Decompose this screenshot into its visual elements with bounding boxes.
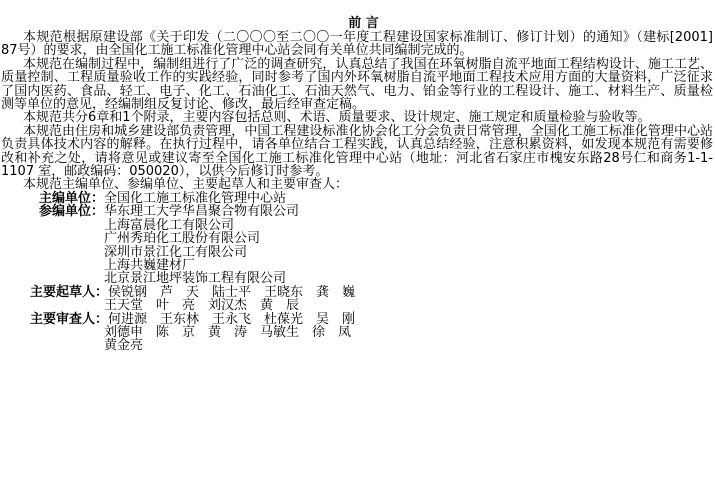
reviewers-names: 刘德申 陈 京 黄 涛 马敏生 徐 凤	[104, 324, 352, 340]
participating-unit-row	[0, 246, 715, 259]
participating-unit: 上海共巍建材厂	[104, 257, 196, 273]
reviewers-label: 主要审查人：	[29, 311, 108, 327]
paragraph-units-intro: 本规范主编单位、参编单位、主要起草人和主要审查人：	[23, 177, 349, 193]
participating-units-label: 参编单位：	[38, 204, 104, 220]
participating-unit: 北京景江地坪装饰工程有限公司	[104, 271, 287, 287]
participating-unit-row	[0, 232, 715, 245]
participating-unit: 华东理工大学华昌聚合物有限公司	[104, 204, 300, 220]
drafters-names: 侯锐钢 芦 天 陆士平 王晓东 龚 巍	[108, 284, 356, 300]
page-title: 前 言	[348, 16, 379, 31]
paragraph-management: 本规范由住房和城乡建设部负责管理，中国工程建设标准化协会化工分会负责日常管理，全国化工施工标准化管理中心站负责具体技术内容的解释。在执行过程中，请各单位结合工程实践，认真总结经验，注意积累资料，如发现本规范有需要修改和补充之处，请将意见或建议寄至全国化工施工标准化管理中心站（地址：河北省石家庄市槐安东路28号仁和商务1-1-1107 室，邮政编码：050020），以供今后修订时参考。	[1, 123, 713, 180]
drafters-row	[0, 299, 715, 312]
reviewers-names: 黄金亮	[104, 338, 144, 354]
paragraph-process: 本规范在编制过程中，编制组进行了广泛的调查研究，认真总结了我国在环氧树脂自流平地面工程结构设计、施工工艺、质量控制、工程质量验收工作的实践经验，同时参考了国内外环氧树脂自流平地面工程技术应用方面的大量资料，广泛征求了国内医药、食品、轻工、电子、化工、石油化工、石油天然气、电力、铂金等行业的工程设计、施工、材料生产、质量检测等单位的意见，经编制组反复讨论、修改，最后经审查定稿。	[1, 56, 713, 113]
chief-unit-label: 主编单位：	[38, 190, 104, 206]
reviewers-row	[0, 339, 715, 352]
reviewers-names: 何进源 王东林 王永飞 杜葆光 吴 刚	[108, 311, 356, 327]
participating-unit-row	[0, 205, 715, 218]
participating-unit-row	[0, 272, 715, 285]
drafters-label: 主要起草人：	[29, 284, 108, 300]
credits-block	[0, 192, 715, 353]
drafters-names: 王天堂 叶 亮 刘汉杰 黄 辰	[104, 298, 300, 314]
participating-unit: 广州秀珀化工股份有限公司	[104, 231, 261, 247]
paragraph-contents: 本规范共分6章和1个附录，主要内容包括总则、术语、质量要求、设计规定、施工规定和质量检验与验收等。	[23, 110, 651, 126]
reviewers-row	[0, 313, 715, 326]
chief-unit-value: 全国化工施工标准化管理中心站	[104, 190, 287, 206]
participating-unit: 上海富晨化工有限公司	[104, 217, 235, 233]
participating-unit-row	[0, 219, 715, 232]
participating-unit: 深圳市景江化工有限公司	[104, 244, 248, 260]
paragraph-basis: 本规范根据原建设部《关于印发（二〇〇〇至二〇〇一年度工程建设国家标准制订、修订计划）的通知》（建标[2001] 87号）的要求，由全国化工施工标准化管理中心站会同有关单位共同编制完成的。	[1, 30, 713, 59]
